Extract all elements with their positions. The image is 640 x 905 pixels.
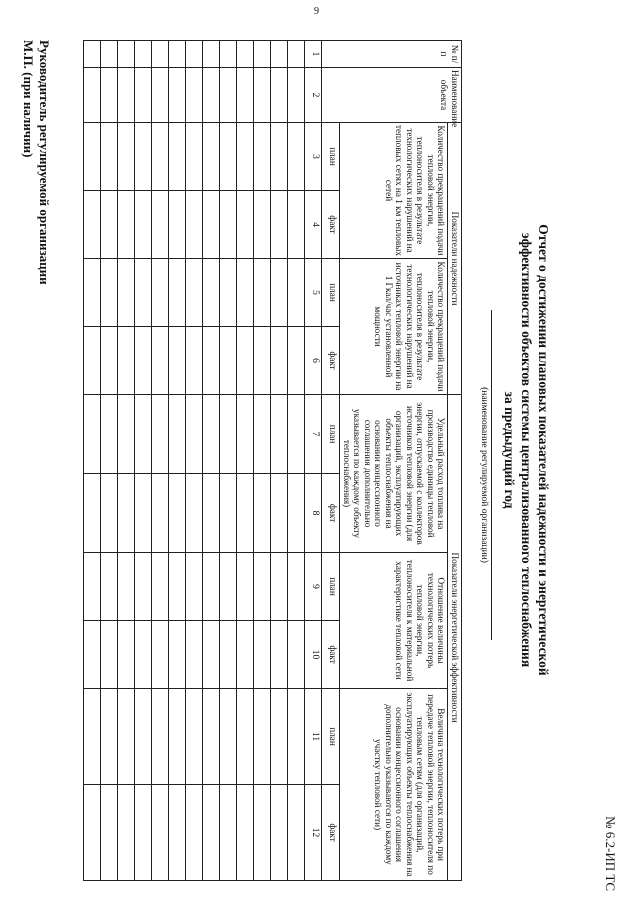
table-cell	[135, 191, 152, 259]
column-number: 9	[305, 553, 322, 621]
table-cell	[271, 68, 288, 123]
table-cell	[288, 68, 305, 123]
table-cell	[84, 395, 101, 474]
table-cell	[186, 68, 203, 123]
group-energy-header: Показатели энергетической эффективности	[448, 395, 462, 881]
table-cell	[254, 395, 271, 474]
table-cell	[169, 474, 186, 553]
table-cell	[288, 259, 305, 327]
table-cell	[135, 68, 152, 123]
indicator-5-header: Величина технологических потерь при передаче тепловой энергии, теплоносителя по тепловым сетям (для организаций, эксплуатирующих объекты теплоснабжения на основании концессионного соглашения дополнительно указываются по каждому участку тепловой сети)	[340, 689, 448, 881]
table-cell	[271, 553, 288, 621]
table-cell	[237, 191, 254, 259]
table-cell	[288, 395, 305, 474]
table-row	[84, 41, 101, 881]
table-cell	[203, 621, 220, 689]
table-cell	[169, 68, 186, 123]
table-cell	[101, 553, 118, 621]
column-number: 3	[305, 123, 322, 191]
table-row	[186, 41, 203, 881]
col-num-header: № п/п	[322, 41, 462, 68]
table-cell	[237, 259, 254, 327]
table-cell	[101, 689, 118, 785]
table-row	[288, 41, 305, 881]
table-cell	[101, 41, 118, 68]
table-cell	[237, 68, 254, 123]
table-cell	[101, 395, 118, 474]
table-cell	[118, 191, 135, 259]
column-number: 5	[305, 259, 322, 327]
table-cell	[84, 259, 101, 327]
table-cell	[237, 395, 254, 474]
table-cell	[152, 41, 169, 68]
table-cell	[84, 553, 101, 621]
table-cell	[288, 41, 305, 68]
table-cell	[203, 68, 220, 123]
plan-header: план	[322, 123, 340, 191]
table-cell	[118, 41, 135, 68]
table-row	[135, 41, 152, 881]
table-row	[220, 41, 237, 881]
table-cell	[186, 327, 203, 395]
table-cell	[271, 259, 288, 327]
table-cell	[220, 259, 237, 327]
plan-header: план	[322, 689, 340, 785]
report-table	[84, 40, 463, 881]
table-cell	[135, 621, 152, 689]
table-cell	[203, 191, 220, 259]
table-cell	[288, 123, 305, 191]
table-body	[84, 41, 305, 881]
table-cell	[118, 621, 135, 689]
column-number: 6	[305, 327, 322, 395]
table-cell	[220, 68, 237, 123]
table-cell	[203, 123, 220, 191]
indicator-1-header: Количество прекращений подачи тепловой энергии, теплоносителя в результате технологических нарушений на тепловых сетях на 1 км тепловых сетей	[340, 123, 448, 259]
table-cell	[220, 474, 237, 553]
signature-block	[20, 40, 52, 285]
column-number: 12	[305, 785, 322, 881]
column-number: 7	[305, 395, 322, 474]
table-cell	[169, 621, 186, 689]
table-row	[101, 41, 118, 881]
table-cell	[118, 68, 135, 123]
table-cell	[84, 123, 101, 191]
table-cell	[237, 621, 254, 689]
table-cell	[118, 785, 135, 881]
table-cell	[118, 395, 135, 474]
organization-caption: (наименование регулируемой организации)	[479, 387, 489, 563]
table-cell	[237, 474, 254, 553]
table-cell	[84, 689, 101, 785]
plan-header: план	[322, 259, 340, 327]
table-row	[203, 41, 220, 881]
table-cell	[101, 327, 118, 395]
indicator-2-header: Количество прекращений подачи тепловой энергии, теплоносителя в результате технологических нарушений на источниках тепловой энергии на 1 Гкал/час установленной мощности	[340, 259, 448, 395]
table-cell	[169, 395, 186, 474]
table-cell	[186, 474, 203, 553]
table-cell	[220, 123, 237, 191]
table-cell	[186, 395, 203, 474]
table-cell	[271, 395, 288, 474]
table-cell	[118, 123, 135, 191]
table-cell	[135, 474, 152, 553]
table-cell	[288, 327, 305, 395]
table-row	[152, 41, 169, 881]
table-cell	[254, 785, 271, 881]
table-cell	[186, 621, 203, 689]
table-cell	[186, 553, 203, 621]
table-cell	[169, 689, 186, 785]
column-numbers-row	[305, 41, 322, 881]
stamp-note: М.П. (при наличии)	[21, 40, 36, 158]
page-number: 9	[314, 6, 319, 17]
table-cell	[254, 191, 271, 259]
fact-header: факт	[322, 621, 340, 689]
table-cell	[84, 785, 101, 881]
table-cell	[220, 689, 237, 785]
table-cell	[118, 689, 135, 785]
table-cell	[169, 191, 186, 259]
table-cell	[152, 689, 169, 785]
table-cell	[271, 123, 288, 191]
column-number: 1	[305, 41, 322, 68]
table-cell	[169, 327, 186, 395]
signature-title: Руководитель регулируемой организации	[37, 40, 52, 285]
table-cell	[288, 785, 305, 881]
column-number: 11	[305, 689, 322, 785]
table-cell	[254, 621, 271, 689]
table-cell	[186, 259, 203, 327]
table-cell	[271, 474, 288, 553]
table-row	[169, 41, 186, 881]
table-cell	[152, 327, 169, 395]
table-cell	[203, 689, 220, 785]
table-cell	[101, 123, 118, 191]
table-cell	[152, 68, 169, 123]
table-cell	[203, 327, 220, 395]
table-cell	[118, 327, 135, 395]
table-cell	[152, 474, 169, 553]
table-cell	[101, 191, 118, 259]
table-cell	[84, 474, 101, 553]
table-cell	[186, 785, 203, 881]
table-cell	[118, 259, 135, 327]
table-cell	[254, 259, 271, 327]
table-cell	[220, 191, 237, 259]
table-cell	[237, 689, 254, 785]
table-cell	[152, 191, 169, 259]
table-cell	[186, 41, 203, 68]
table-cell	[220, 41, 237, 68]
table-cell	[220, 621, 237, 689]
table-cell	[118, 474, 135, 553]
table-cell	[101, 68, 118, 123]
column-number: 2	[305, 68, 322, 123]
table-cell	[84, 327, 101, 395]
table-cell	[152, 621, 169, 689]
table-cell	[237, 327, 254, 395]
table-cell	[271, 41, 288, 68]
table-cell	[203, 474, 220, 553]
table-cell	[135, 327, 152, 395]
table-cell	[203, 395, 220, 474]
table-cell	[135, 41, 152, 68]
table-cell	[288, 474, 305, 553]
table-row	[237, 41, 254, 881]
fact-header: факт	[322, 785, 340, 881]
table-cell	[288, 621, 305, 689]
table-cell	[254, 689, 271, 785]
table-cell	[237, 553, 254, 621]
plan-header: план	[322, 395, 340, 474]
fact-header: факт	[322, 327, 340, 395]
table-cell	[271, 689, 288, 785]
table-cell	[203, 259, 220, 327]
indicator-3-header: Удельный расход топлива на производство единицы тепловой энергии, отпускаемой с коллекторов источников тепловой энергии (для организаций, эксплуатирующих объекты теплоснабжения на основании концессионного соглашения дополнительно указывается по каждому объекту теплоснабжения)	[340, 395, 448, 553]
table-cell	[254, 327, 271, 395]
title-line-3: за предыдущий год	[502, 391, 517, 509]
title-line-2: эффективности объектов системы централизованного теплоснабжения	[519, 232, 534, 668]
table-cell	[220, 327, 237, 395]
table-cell	[135, 259, 152, 327]
table-cell	[135, 553, 152, 621]
column-number: 10	[305, 621, 322, 689]
table-cell	[186, 689, 203, 785]
table-cell	[254, 41, 271, 68]
table-cell	[186, 191, 203, 259]
table-cell	[84, 621, 101, 689]
table-cell	[203, 41, 220, 68]
table-cell	[169, 553, 186, 621]
table-row	[254, 41, 271, 881]
table-cell	[254, 123, 271, 191]
table-cell	[271, 191, 288, 259]
table-cell	[220, 395, 237, 474]
table-cell	[84, 191, 101, 259]
table-cell	[101, 259, 118, 327]
table-cell	[135, 785, 152, 881]
plan-header: план	[322, 553, 340, 621]
table-cell	[288, 191, 305, 259]
column-number: 4	[305, 191, 322, 259]
table-cell	[101, 474, 118, 553]
table-cell	[237, 123, 254, 191]
table-cell	[152, 259, 169, 327]
table-cell	[237, 785, 254, 881]
table-cell	[169, 259, 186, 327]
table-cell	[135, 395, 152, 474]
report-title	[501, 150, 552, 750]
table-cell	[101, 785, 118, 881]
table-cell	[271, 621, 288, 689]
table-cell	[152, 395, 169, 474]
table-cell	[203, 553, 220, 621]
title-line-1: Отчет о достижении плановых показателей надежности и энергетической	[536, 224, 551, 676]
table-cell	[135, 123, 152, 191]
table-cell	[254, 553, 271, 621]
document-number: № 6.2-ИП ТС	[603, 816, 618, 891]
table-cell	[288, 553, 305, 621]
table-cell	[169, 41, 186, 68]
table-cell	[254, 474, 271, 553]
table-row	[271, 41, 288, 881]
table-cell	[271, 785, 288, 881]
col-name-header: Наименование объекта	[322, 68, 462, 123]
table-cell	[271, 327, 288, 395]
table-cell	[169, 785, 186, 881]
column-number: 8	[305, 474, 322, 553]
organization-name-line	[491, 310, 492, 640]
fact-header: факт	[322, 474, 340, 553]
table-cell	[135, 689, 152, 785]
table-cell	[186, 123, 203, 191]
table-cell	[101, 621, 118, 689]
fact-header: факт	[322, 191, 340, 259]
table-cell	[288, 689, 305, 785]
table-cell	[152, 123, 169, 191]
table-cell	[203, 785, 220, 881]
table-cell	[220, 553, 237, 621]
table-row	[118, 41, 135, 881]
table-cell	[84, 41, 101, 68]
table-cell	[237, 41, 254, 68]
indicator-4-header: Отношение величины технологических потерь тепловой энергии, теплоносителя к материальной характеристике тепловой сети	[340, 553, 448, 689]
table-cell	[220, 785, 237, 881]
table-cell	[84, 68, 101, 123]
table-cell	[152, 785, 169, 881]
group-reliability-header: Показатели надежности	[448, 123, 462, 395]
table-cell	[118, 553, 135, 621]
table-cell	[152, 553, 169, 621]
table-cell	[169, 123, 186, 191]
table-cell	[254, 68, 271, 123]
